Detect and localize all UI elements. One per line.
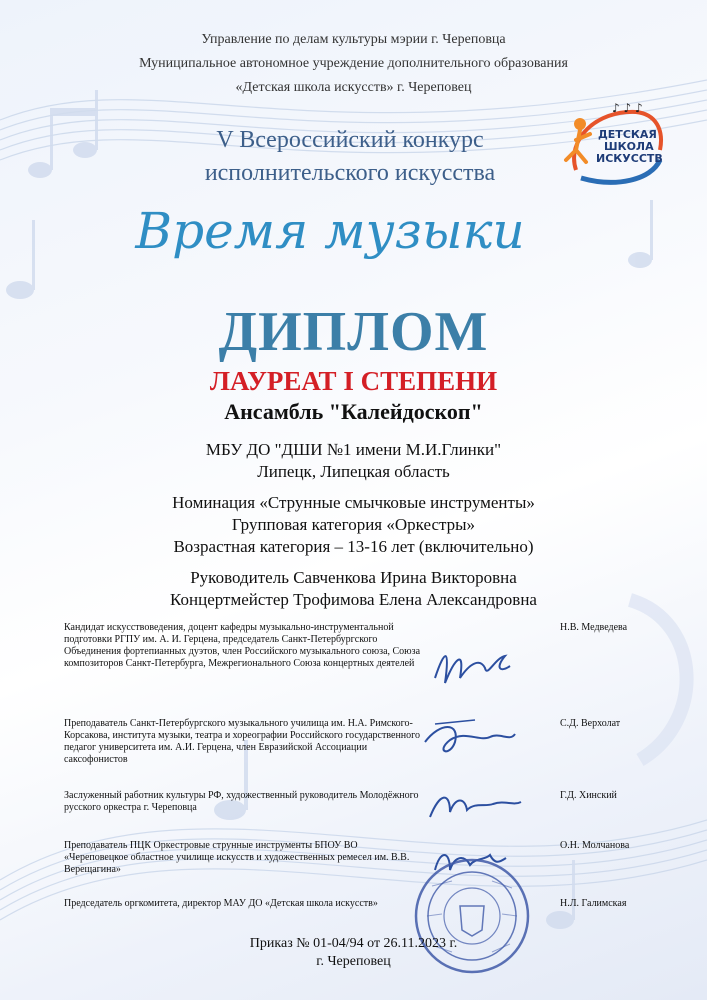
signature-3 bbox=[425, 782, 525, 827]
ensemble-name: Ансамбль "Калейдоскоп" bbox=[224, 399, 483, 424]
jury-name-2: С.Д. Верхолат bbox=[560, 718, 621, 729]
group-category: Групповая категория «Оркестры» bbox=[231, 515, 476, 534]
organization-line-3: «Детская школа искусств» г. Череповец bbox=[235, 80, 472, 95]
jury-name-4: О.Н. Молчанова bbox=[560, 840, 630, 851]
signature-1 bbox=[425, 628, 515, 698]
jury-name-1: Н.В. Медведева bbox=[560, 622, 628, 633]
jury-description-1: Кандидат искусствоведения, доцент кафедры музыкально-инструментальной подготовки РГПУ им. А. И. Герцена, председатель Санкт-Петербургского Объединения фортепианных дуэтов, член Российского музыкального союза, Союза композиторов Санкт-Петербурга, Межрегионального Союза концертных деятелей bbox=[64, 622, 421, 669]
age-category: Возрастная категория – 13-16 лет (включительно) bbox=[173, 537, 534, 556]
accompanist: Концертмейстер Трофимова Елена Александровна bbox=[170, 590, 537, 609]
svg-text:♪ ♪ ♪: ♪ ♪ ♪ bbox=[612, 101, 643, 115]
contest-title-line-1: V Всероссийский конкурс bbox=[216, 127, 484, 153]
nomination: Номинация «Струнные смычковые инструменты» bbox=[172, 493, 535, 512]
jury-description-5: Председатель оргкомитета, директор МАУ ДО «Детская школа искусств» bbox=[64, 898, 378, 909]
jury-description-2: Преподаватель Санкт-Петербургского музыкального училища им. Н.А. Римского-Корсакова, института музыки, театра и хореографии Российского государственного педагог университета им. А.И. Герцена, член Евразийской Ассоциации саксофонистов bbox=[64, 718, 421, 765]
svg-text:ДЕТСКАЯ: ДЕТСКАЯ bbox=[598, 128, 657, 141]
jury-name-3: Г.Д. Хинский bbox=[560, 790, 617, 801]
school-logo bbox=[556, 100, 666, 190]
contest-name-script bbox=[100, 190, 560, 270]
svg-text:ШКОЛА: ШКОЛА bbox=[604, 140, 654, 153]
jury-name-5: Н.Л. Галимская bbox=[560, 898, 627, 909]
jury-description-4: Преподаватель ПЦК Оркестровые струнные инструменты БПОУ ВО «Череповецкое областное училище искусств и художественных ремесел им. В.В. Верещагина» bbox=[64, 840, 410, 875]
jury-description-3: Заслуженный работник культуры РФ, художественный руководитель Молодёжного русского оркестра г. Череповца bbox=[64, 790, 419, 813]
signature-2 bbox=[420, 712, 520, 767]
leader: Руководитель Савченкова Ирина Викторовна bbox=[190, 568, 517, 587]
organization-line-2: Муниципальное автономное учреждение дополнительного образования bbox=[139, 56, 568, 71]
laureate-degree: ЛАУРЕАТ I СТЕПЕНИ bbox=[209, 366, 498, 396]
diploma-title: ДИПЛОМ bbox=[218, 301, 489, 363]
school-name: МБУ ДО "ДШИ №1 имени М.И.Глинки" bbox=[205, 440, 502, 459]
order-number: Приказ № 01-04/94 от 26.11.2023 г. bbox=[249, 936, 458, 951]
svg-text:Время музыки: Время музыки bbox=[135, 202, 525, 260]
organization-line-1: Управление по делам культуры мэрии г. Череповца bbox=[201, 32, 506, 47]
footer-city: г. Череповец bbox=[316, 954, 391, 969]
school-city: Липецк, Липецкая область bbox=[257, 462, 450, 481]
svg-text:ИСКУССТВ: ИСКУССТВ bbox=[596, 152, 663, 165]
contest-title-line-2: исполнительского искусства bbox=[204, 160, 496, 186]
